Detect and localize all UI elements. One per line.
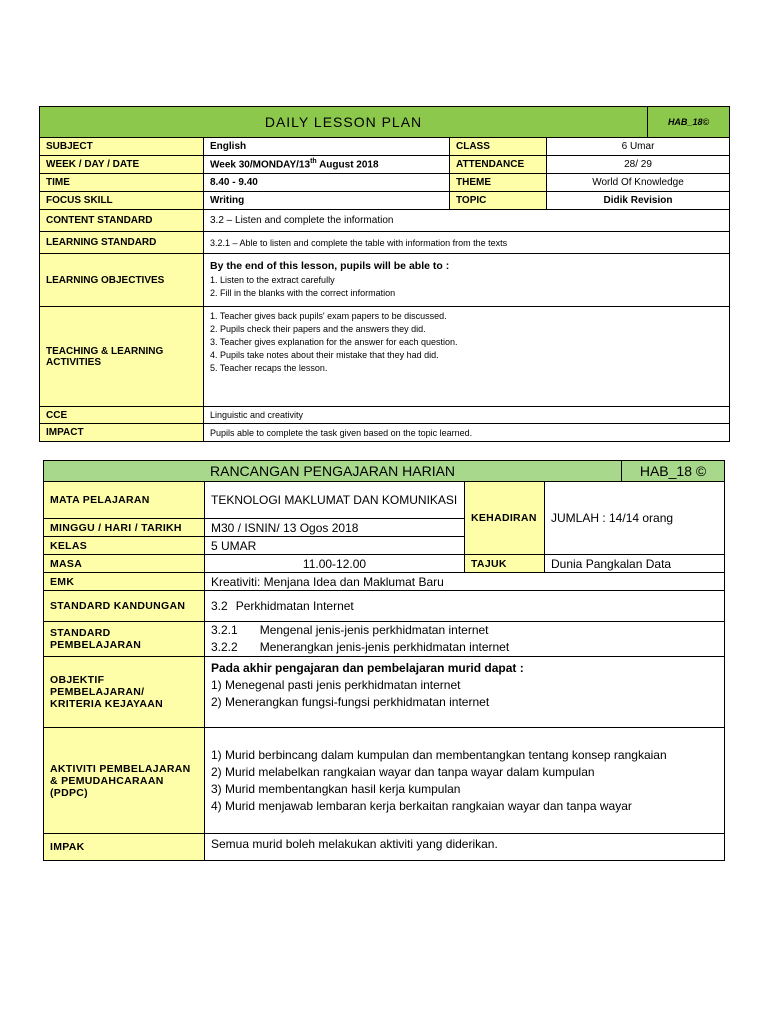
minggu-value: M30 / ISNIN/ 13 Ogos 2018 (205, 519, 465, 537)
kehadiran-value: JUMLAH : 14/14 orang (545, 482, 725, 555)
objektif-cell (205, 657, 725, 728)
theme-label: THEME (450, 174, 547, 192)
daily-lesson-plan-table (39, 106, 730, 442)
aktiviti-cell (205, 728, 725, 834)
week-value-month: August 2018 (316, 159, 379, 171)
aktiviti-label: AKTIVITI PEMBELAJARAN & PEMUDAHCARAAN (PDPC) (44, 728, 205, 834)
learning-objectives-cell (204, 254, 730, 307)
mata-pelajaran-label: MATA PELAJARAN (44, 482, 205, 519)
list-item: 4) Murid menjawab lembaran kerja berkaitan rangkaian wayar dan tanpa wayar (211, 798, 632, 813)
standard-pembelajaran-cell (205, 622, 725, 657)
activities-label: TEACHING & LEARNING ACTIVITIES (40, 307, 204, 407)
attendance-value: 28/ 29 (547, 156, 730, 174)
attendance-label: ATTENDANCE (450, 156, 547, 174)
impak-value: Semua murid boleh melakukan aktiviti yang diderikan. (205, 834, 725, 861)
standard-kandungan-value (205, 591, 725, 622)
impact-value: Pupils able to complete the task given based on the topic learned. (204, 424, 730, 442)
learning-standard-label: LEARNING STANDARD (40, 232, 204, 254)
list-item: 1. Listen to the extract carefully (210, 275, 335, 285)
emk-label: EMK (44, 573, 205, 591)
cce-label: CCE (40, 407, 204, 424)
masa-label: MASA (44, 555, 205, 573)
class-value: 6 Umar (547, 138, 730, 156)
kandungan-num: 3.2 (211, 599, 228, 613)
page-title-my: RANCANGAN PENGAJARAN HARIAN (44, 461, 622, 482)
activities-list (210, 310, 723, 375)
content-standard-label: CONTENT STANDARD (40, 210, 204, 232)
objectives-lead: By the end of this lesson, pupils will be able to : (210, 260, 450, 272)
list-item: 4. Pupils take notes about their mistake that they had did. (210, 350, 439, 360)
objectives-list (210, 274, 723, 300)
plan-code-my: HAB_18 © (622, 461, 725, 482)
theme-value: World Of Knowledge (547, 174, 730, 192)
week-value-sup: th (310, 158, 317, 166)
tajuk-label: TAJUK (465, 555, 545, 573)
masa-value: 11.00-12.00 (205, 555, 465, 573)
list-item: 2) Menerangkan fungsi-fungsi perkhidmatan internet (211, 695, 490, 709)
list-item: 3) Murid membentangkan hasil kerja kumpulan (211, 781, 461, 796)
learning-objectives-label: LEARNING OBJECTIVES (40, 254, 204, 307)
kehadiran-label: KEHADIRAN (465, 482, 545, 555)
page-title: DAILY LESSON PLAN (40, 107, 648, 138)
subject-label: SUBJECT (40, 138, 204, 156)
list-item: 2. Fill in the blanks with the correct information (210, 288, 396, 298)
class-label: CLASS (450, 138, 547, 156)
impact-label: IMPACT (40, 424, 204, 442)
kelas-label: KELAS (44, 537, 205, 555)
focus-skill-label: FOCUS SKILL (40, 192, 204, 210)
standard-text: Menerangkan jenis-jenis perkhidmatan internet (259, 640, 510, 654)
week-value-main: Week 30/MONDAY/13 (210, 159, 311, 171)
list-item: 2) Murid melabelkan rangkaian wayar dan tanpa wayar dalam kumpulan (211, 764, 595, 779)
time-value: 8.40 - 9.40 (204, 174, 450, 192)
topic-label: TOPIC (450, 192, 547, 210)
tajuk-value: Dunia Pangkalan Data (545, 555, 725, 573)
objektif-label: OBJEKTIF PEMBELAJARAN/ KRITERIA KEJAYAAN (44, 657, 205, 728)
standard-num: 3.2.2 (211, 640, 238, 654)
learning-standard-value: 3.2.1 – Able to listen and complete the table with information from the texts (204, 232, 730, 254)
cce-value: Linguistic and creativity (204, 407, 730, 424)
focus-skill-value: Writing (204, 192, 450, 210)
topic-value: Didik Revision (547, 192, 730, 210)
standard-text: Mengenal jenis-jenis perkhidmatan internet (259, 623, 489, 637)
list-item: 1. Teacher gives back pupils' exam papers to be discussed. (210, 311, 447, 321)
week-label: WEEK / DAY / DATE (40, 156, 204, 174)
plan-code: HAB_18© (648, 107, 730, 138)
standard-kandungan-label: STANDARD KANDUNGAN (44, 591, 205, 622)
subject-value: English (204, 138, 450, 156)
impak-label: IMPAK (44, 834, 205, 861)
list-item: 5. Teacher recaps the lesson. (210, 363, 328, 373)
objektif-lead: Pada akhir pengajaran dan pembelajaran murid dapat : (211, 661, 524, 675)
kandungan-text: Perkhidmatan Internet (235, 599, 354, 613)
time-label: TIME (40, 174, 204, 192)
list-item: 1) Menegenal pasti jenis perkhidmatan internet (211, 678, 461, 692)
list-item (211, 639, 718, 656)
list-item (211, 622, 718, 639)
list-item: 1) Murid berbincang dalam kumpulan dan membentangkan tentang konsep rangkaian (211, 747, 667, 762)
content-standard-value: 3.2 – Listen and complete the information (204, 210, 730, 232)
list-item: 2. Pupils check their papers and the answers they did. (210, 324, 426, 334)
list-item: 3. Teacher gives explanation for the answer for each question. (210, 337, 458, 347)
week-value (204, 156, 450, 174)
kelas-value: 5 UMAR (205, 537, 465, 555)
standard-num: 3.2.1 (211, 623, 238, 637)
standard-pembelajaran-label: STANDARD PEMBELAJARAN (44, 622, 205, 657)
activities-cell (204, 307, 730, 407)
mata-pelajaran-value: TEKNOLOGI MAKLUMAT DAN KOMUNIKASI (205, 482, 465, 519)
minggu-label: MINGGU / HARI / TARIKH (44, 519, 205, 537)
rancangan-pengajaran-table (43, 460, 725, 861)
emk-value: Kreativiti: Menjana Idea dan Maklumat Baru (205, 573, 725, 591)
